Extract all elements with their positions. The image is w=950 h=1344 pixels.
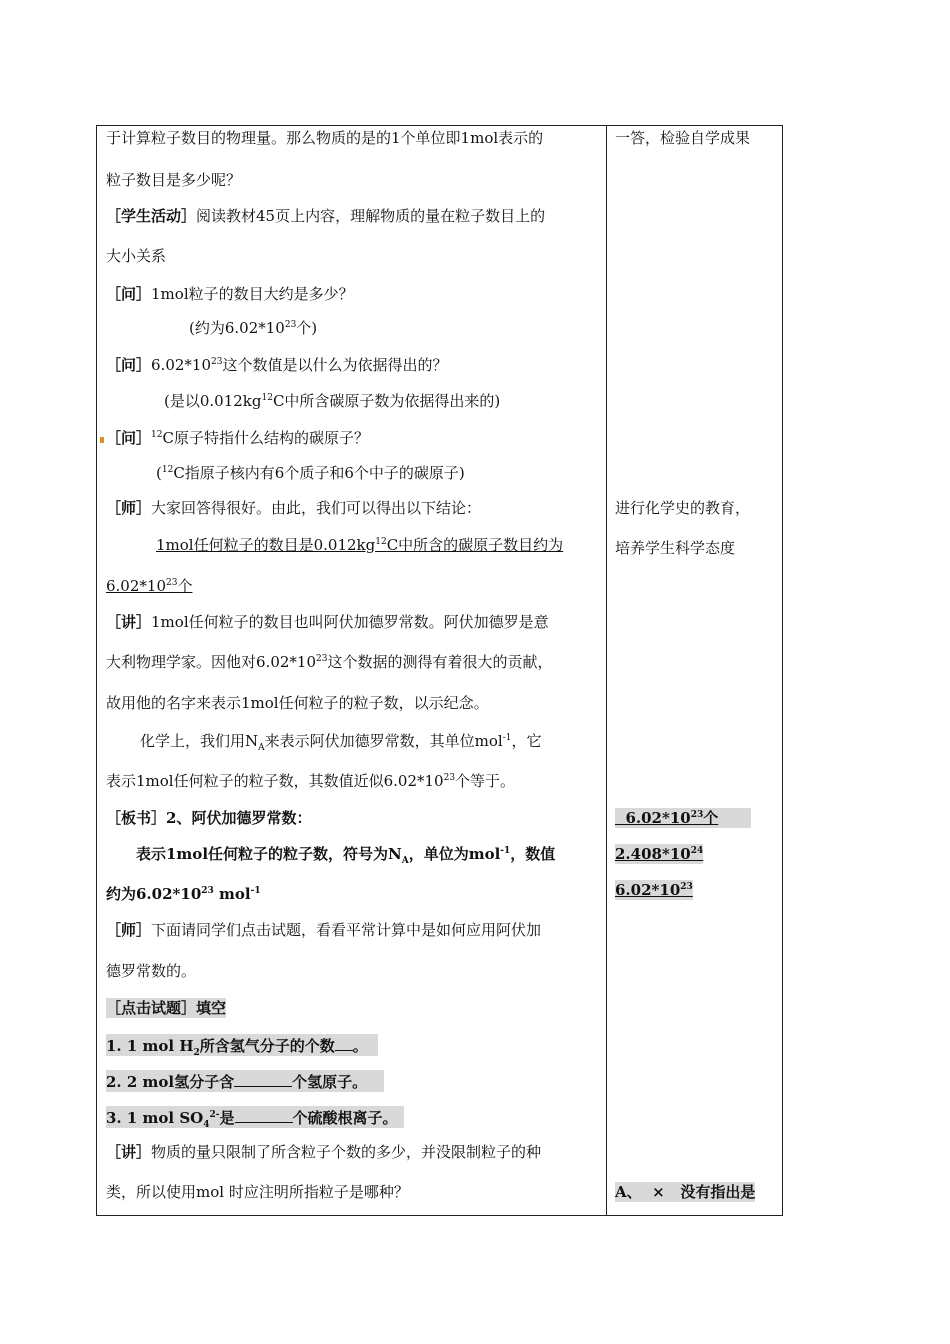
blank-3[interactable]: [235, 1106, 293, 1123]
student-activity-line: ［学生活动］阅读教材45页上内容，理解物质的量在粒子数目上的: [106, 207, 546, 225]
note-attitude: 培养学生科学态度: [615, 539, 736, 557]
conclusion-line-1: 1mol任何粒子的数目是$0.012kg^{12}C$中所含的碳原子数目约为: [156, 536, 564, 554]
text-line: 粒子数目是多少呢？: [106, 171, 242, 189]
blackboard-line-2: 约为$6.02*10^{23}$ mol$^{-1}$: [106, 885, 261, 903]
tag-student-activity: ［学生活动］: [106, 207, 197, 225]
exercise-heading: ［点击试题］填空: [106, 999, 227, 1017]
avogadro-line-1: 化学上，我们用$N_A$来表示阿伏加德罗常数，其单位mol$^{-1}$，它: [140, 732, 542, 753]
lecture-line-4: ［讲］物质的量只限制了所含粒子个数的多少，并没限制粒子的种: [106, 1143, 542, 1161]
text-line: 于计算粒子数目的物理量。那么物质的是的1个单位即1mol表示的: [106, 129, 544, 147]
column-divider: [606, 125, 607, 1216]
lecture-line-3: 故用他的名字来表示1mol任何粒子的粒子数，以示纪念。: [106, 694, 489, 712]
exercise-3: 3. 1 mol $SO_4^{2-}$是 个硫酸根离子。: [106, 1106, 404, 1128]
lecture-line-1: ［讲］1mol任何粒子的数目也叫阿伏加德罗常数。阿伏加德罗是意: [106, 613, 549, 631]
blackboard-heading: ［板书］2、阿伏加德罗常数：: [106, 809, 312, 827]
lecture-line-2: 大利物理学家。因他对$6.02*10^{23}$这个数据的测得有着很大的贡献，: [106, 653, 553, 671]
answer-2-value: $2.408*10^{24}$: [615, 845, 704, 863]
note-self-study: 一答，检验自学成果: [615, 129, 751, 147]
answer-3: ($^{12}$C指原子核内有6个质子和6个中子的碳原子): [156, 464, 465, 482]
question-3: ［问］$^{12}$C原子特指什么结构的碳原子？: [106, 429, 369, 447]
exercise-2: 2. 2 mol氢分子含 个氢原子。: [106, 1070, 384, 1092]
lecture-line-5: 类，所以使用mol 时应注明所指粒子是哪种？: [106, 1183, 409, 1201]
avogadro-line-2: 表示1mol任何粒子的粒子数，其数值近似$6.02*10^{23}$个等于。: [106, 772, 516, 790]
blank-2[interactable]: [234, 1070, 292, 1087]
blackboard-line-1: 表示1mol任何粒子的粒子数，符号为$N_A$，单位为mol$^{-1}$，数值: [136, 845, 556, 866]
margin-mark: [100, 437, 104, 443]
teacher-line-2: ［师］下面请同学们点击试题，看看平常计算中是如何应用阿伏加: [106, 921, 542, 939]
answer-3-value: $6.02*10^{23}$: [615, 881, 693, 899]
conclusion-line-2: $6.02*10^{23}$个: [106, 577, 193, 595]
answer-2: (是以$0.012kg^{12}C$中所含碳原子数为依据得出来的): [164, 392, 501, 410]
answer-1: (约为$6.02*10^{23}$个): [189, 319, 318, 337]
answer-1-value: $6.02*10^{23}$个: [615, 808, 751, 828]
question-2: ［问$]6.02*10^{23}$这个数值是以什么为依据得出的？: [106, 356, 448, 374]
blank-1[interactable]: [335, 1034, 353, 1051]
answer-last: A、 × 没有指出是: [615, 1183, 756, 1201]
teacher-line-1: ［师］大家回答得很好。由此，我们可以得出以下结论：: [106, 499, 482, 517]
note-history: 进行化学史的教育，: [615, 499, 751, 517]
teacher-line-3: 德罗常数的。: [106, 962, 197, 980]
question-1: ［问］1mol粒子的数目大约是多少？: [106, 285, 354, 303]
text-line: 大小关系: [106, 247, 167, 265]
exercise-1: 1. 1 mol $H_2$所含氢气分子的个数 。: [106, 1034, 378, 1056]
